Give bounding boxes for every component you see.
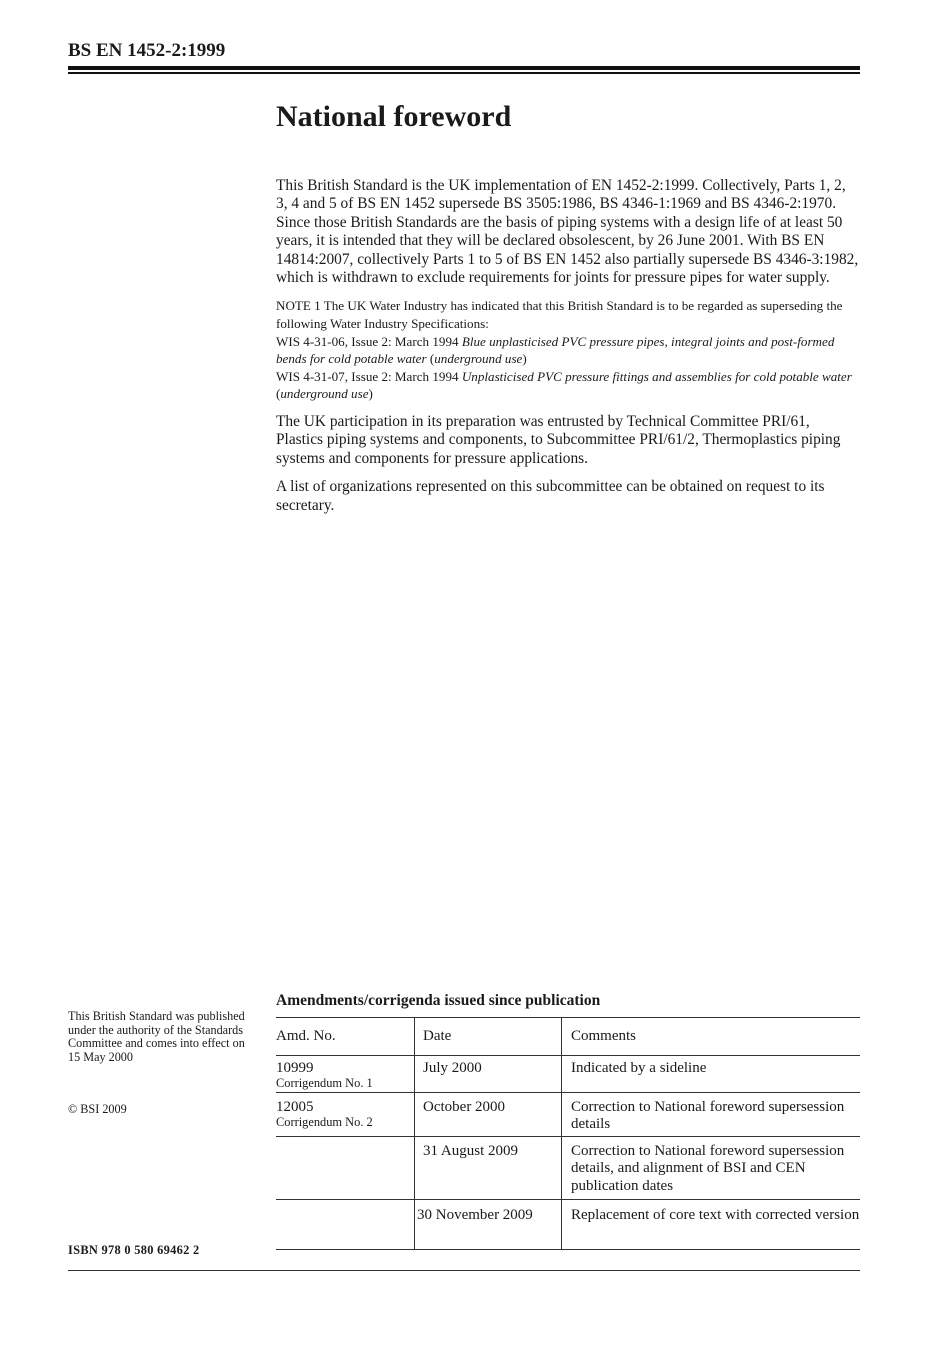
amd-no-cell: 10999 Corrigendum No. 1 [276, 1060, 373, 1091]
isbn: ISBN 978 0 580 69462 2 [68, 1243, 200, 1257]
amd-no-cell [276, 1137, 415, 1200]
header-rule-thin [68, 72, 860, 74]
foreword-paragraph-2: The UK participation in its preparation was entrusted by Technical Committee PRI/61, Plastics piping systems and components, to Subcommittee PRI/61/2, Thermoplastics piping systems and components for pressure applications. [276, 413, 841, 467]
header-rule-thick [68, 66, 860, 70]
amd-no-cell [276, 1200, 415, 1250]
table-row [276, 1200, 860, 1250]
note-spec-1 [276, 333, 860, 368]
spec-1-close: ) [522, 351, 527, 367]
spec-2-close: ) [368, 386, 373, 402]
spec-1-open: ( [426, 351, 435, 367]
spec-1-ref: WIS 4-31-06, Issue 2: March 1994 [276, 333, 462, 349]
comments-cell: Correction to National foreword supersession details [571, 1099, 845, 1133]
table-row [276, 1093, 860, 1137]
note-intro: NOTE 1 The UK Water Industry has indicated that this British Standard is to be regarded as superseding the following Water Industry Specifications: [276, 298, 843, 332]
amendments-title: Amendments/corrigenda issued since publication [276, 992, 601, 1009]
foreword-paragraph-1: This British Standard is the UK implementation of EN 1452-2:1999. Collectively, Parts 1, 2, 3, 4 and 5 of BS EN 1452 supersede BS 3505:1986, BS 4346-1:1969 and BS 4346-2:1970. Since those British Standards are the basis of piping systems with a design life of at least 50 years, it is intended that they will be declared obsolescent, by 26 June 2001. With BS EN 14814:2007, collectively Parts 1 to 5 of BS EN 1452 also partially supersede BS 4346-3:1982, which is withdrawn to exclude requirements for joints for pressure pipes for water supply. [276, 177, 859, 287]
foreword-body [276, 177, 860, 525]
table-header-row [276, 1018, 860, 1056]
date-cell: July 2000 [415, 1056, 562, 1093]
table-row [276, 1056, 860, 1093]
amd-no-cell: 12005 Corrigendum No. 2 [276, 1099, 373, 1130]
table-row [276, 1137, 860, 1200]
header-comments: Comments [571, 1028, 637, 1044]
amendments-table [276, 1017, 860, 1250]
header-amd-no: Amd. No. [276, 1028, 336, 1044]
standard-id-header: BS EN 1452-2:1999 [68, 40, 226, 61]
footer-rule [68, 1270, 860, 1271]
page-title: National foreword [276, 100, 512, 133]
date-cell: October 2000 [415, 1093, 562, 1137]
spec-2-title: Unplasticised PVC pressure fittings and assemblies for cold potable water [461, 368, 852, 384]
spec-1-title: Blue unplasticised PVC pressure pipes, integral joints and post-formed bends for cold potable water [276, 333, 835, 367]
note-spec-2 [276, 368, 860, 403]
comments-cell: Indicated by a sideline [571, 1060, 707, 1076]
date-cell: 31 August 2009 [415, 1137, 562, 1200]
publication-note: This British Standard was published under the authority of the Standards Committee and comes into effect on 15 May 2000 [68, 1009, 245, 1064]
note-1 [276, 297, 860, 403]
foreword-paragraph-3: A list of organizations represented on this subcommittee can be obtained on request to its secretary. [276, 478, 825, 514]
comments-cell: Correction to National foreword supersession details, and alignment of BSI and CEN publication dates [571, 1143, 845, 1194]
spec-2-open: ( [276, 386, 281, 402]
copyright-notice: © BSI 2009 [68, 1102, 127, 1116]
spec-1-use: underground use [434, 351, 523, 367]
spec-2-use: underground use [280, 386, 369, 402]
comments-cell: Replacement of core text with corrected version [571, 1207, 860, 1223]
spec-2-ref: WIS 4-31-07, Issue 2: March 1994 [276, 368, 462, 384]
header-date: Date [415, 1018, 562, 1056]
date-cell: 30 November 2009 [415, 1200, 562, 1250]
